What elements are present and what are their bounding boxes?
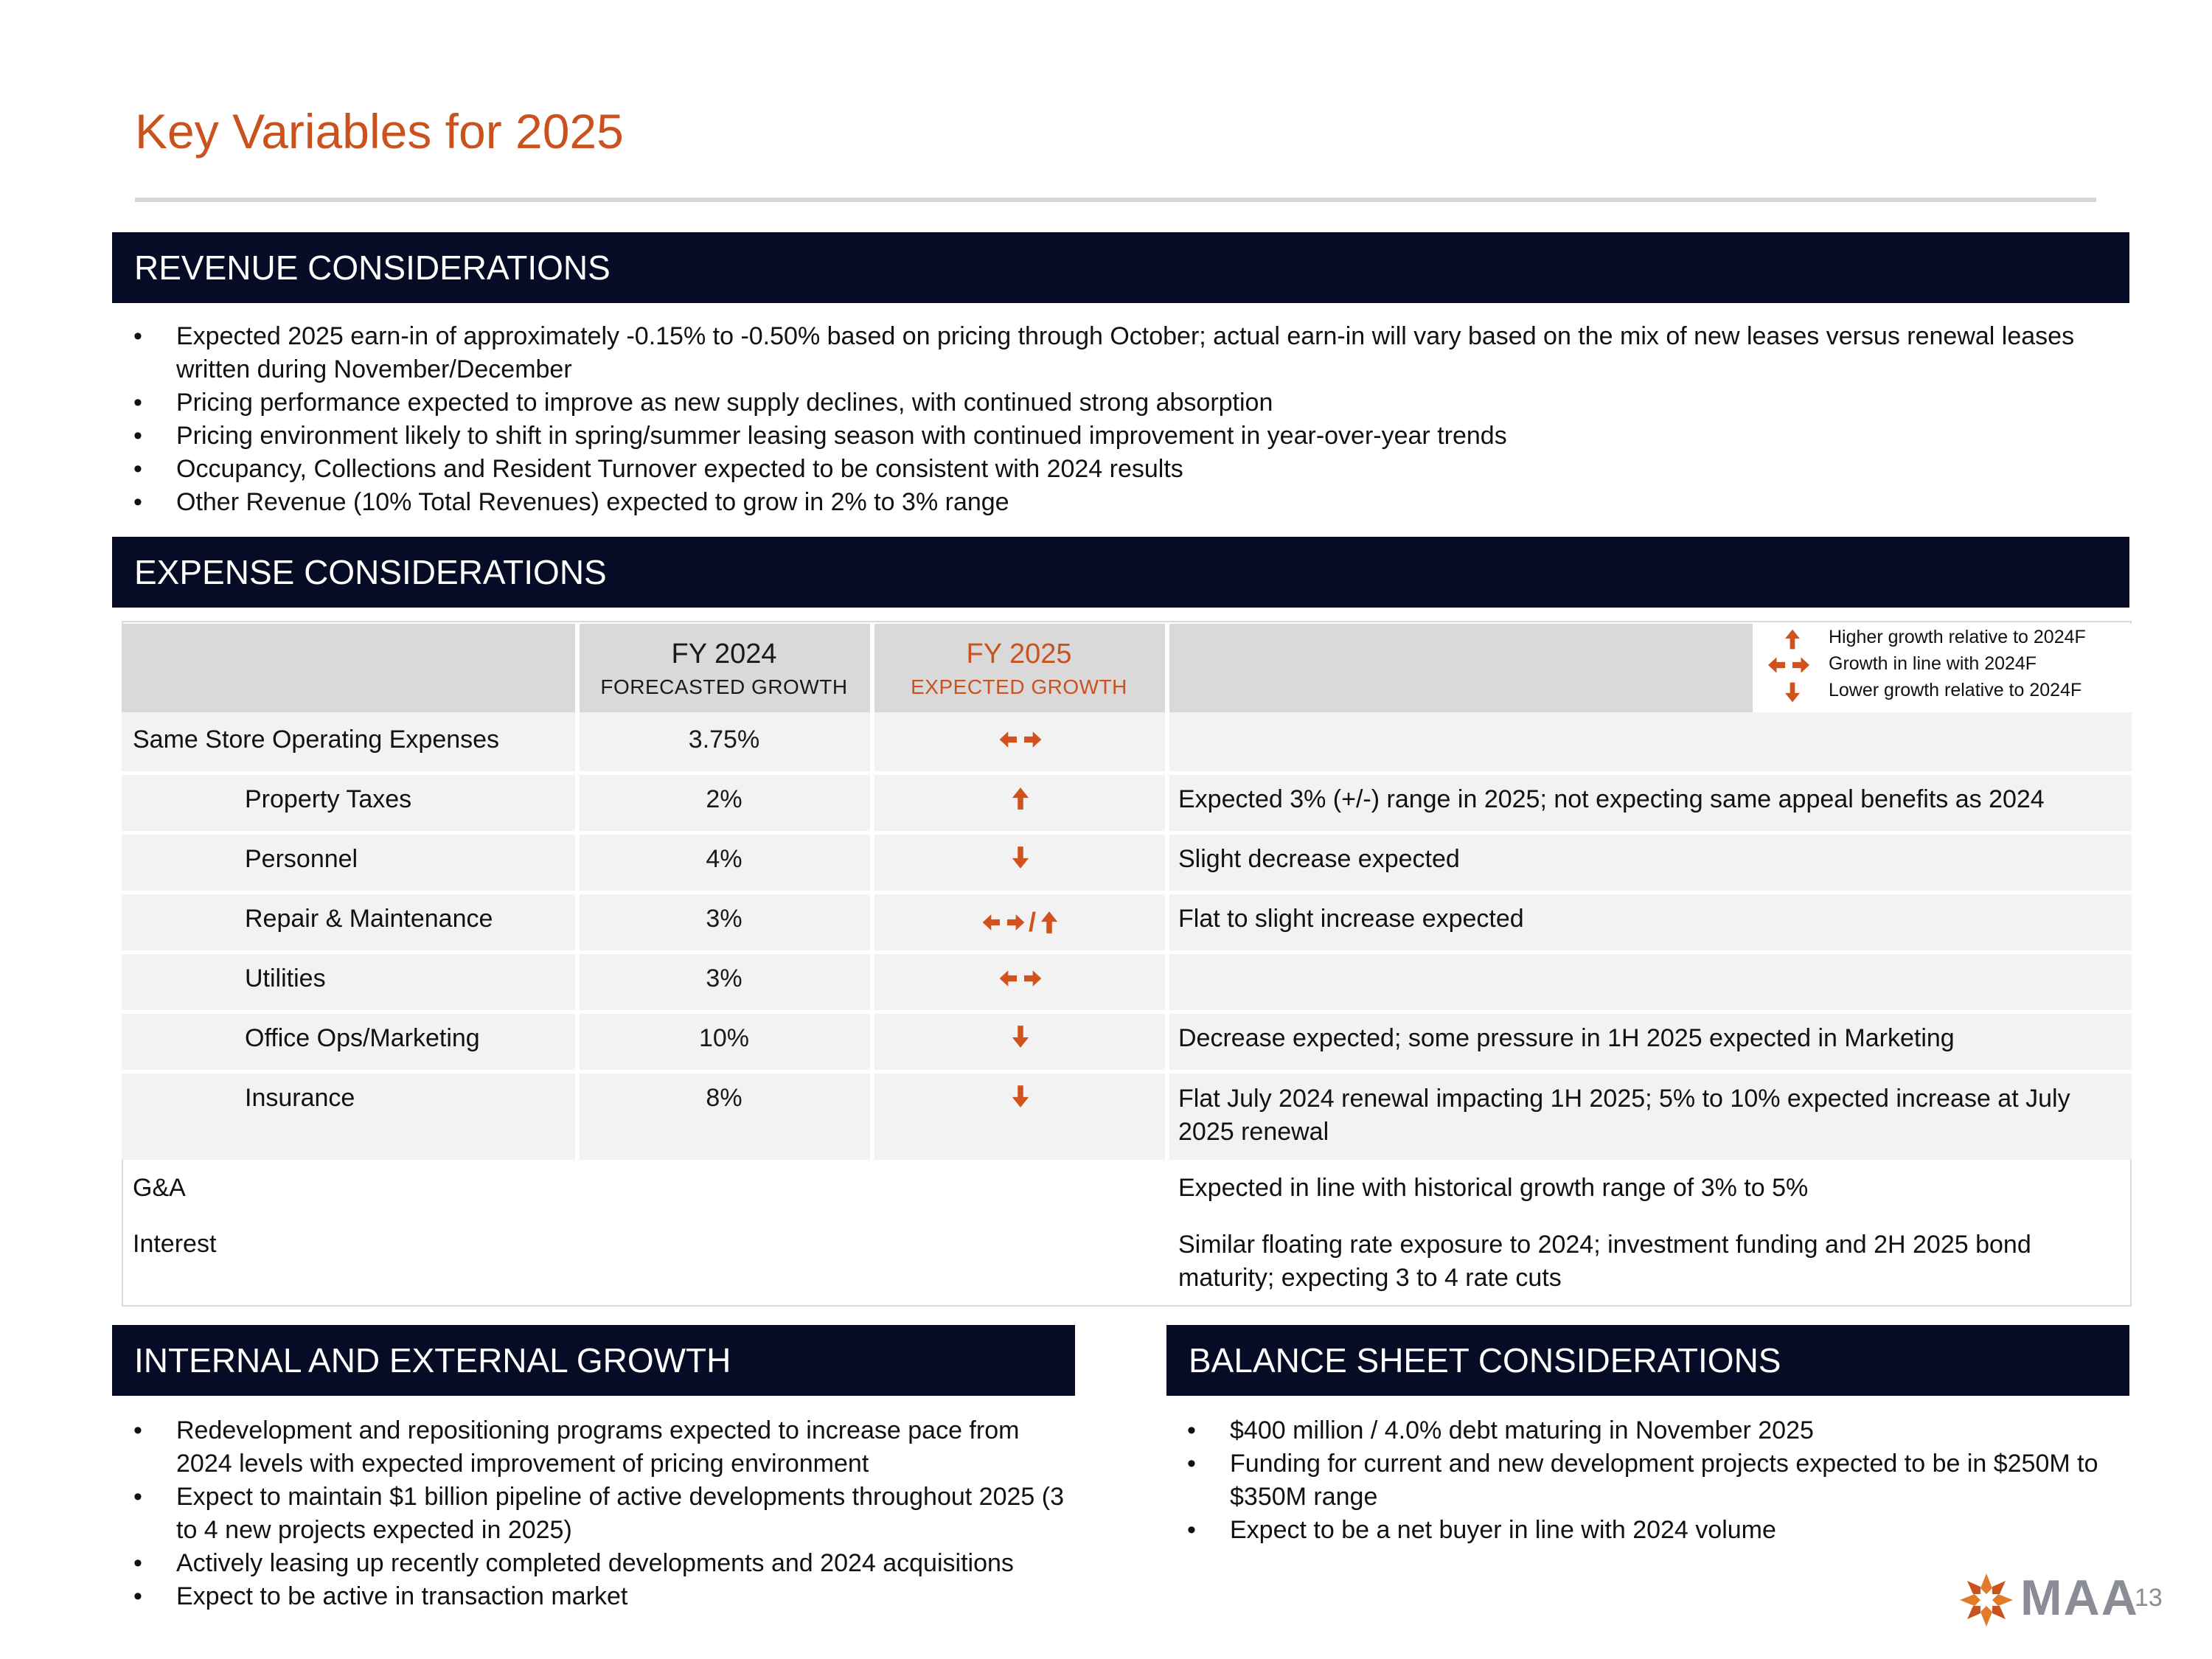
fy2025-subheader: EXPECTED GROWTH xyxy=(911,675,1127,698)
fy2024-header: FY 2024 xyxy=(671,639,777,669)
row-fy2024-insurance: 8% xyxy=(706,1084,742,1112)
revenue-header: REVENUE CONSIDERATIONS xyxy=(112,232,2129,303)
row-fy2024-office-ops: 10% xyxy=(698,1024,750,1052)
page-number: 13 xyxy=(2135,1584,2163,1612)
row-fy2024-same-store: 3.75% xyxy=(688,726,760,754)
up-arrow-icon xyxy=(1010,786,1031,811)
up-arrow-icon xyxy=(1039,910,1060,935)
in-line-or-up-arrow xyxy=(873,907,1168,938)
in-line-arrow-icon xyxy=(998,967,1043,990)
title-divider xyxy=(135,198,2096,202)
legend-inline: Growth in line with 2024F xyxy=(1829,653,2037,674)
row-label-interest: Interest xyxy=(133,1230,217,1258)
row-fy2024-repair-maintenance: 3% xyxy=(706,905,742,933)
down-arrow-icon xyxy=(1010,1084,1031,1109)
legend-higher: Higher growth relative to 2024F xyxy=(1829,627,2086,647)
row-label-personnel: Personnel xyxy=(245,845,358,873)
list-item: • Expected 2025 earn-in of approximately -0.15% to -0.50% based on pricing through October; actual earn-in will vary based on the mix of new leases versus renewal leases written during November/December xyxy=(133,320,2124,386)
row-label-office-ops: Office Ops/Marketing xyxy=(245,1024,480,1052)
left-right-arrow-icon xyxy=(1767,655,1811,675)
row-comment-office-ops: Decrease expected; some pressure in 1H 2025 expected in Marketing xyxy=(1178,1024,1955,1052)
down-arrow-icon xyxy=(1783,681,1802,703)
row-label-property-taxes: Property Taxes xyxy=(245,785,412,813)
slash-separator: / xyxy=(1028,907,1036,937)
list-item: • Expect to be active in transaction market xyxy=(133,1580,1070,1613)
in-line-arrow-icon xyxy=(998,728,1043,751)
row-comment-interest: Similar floating rate exposure to 2024; investment funding and 2H 2025 bond maturity; expecting 3 to 4 rate cuts xyxy=(1178,1231,2031,1292)
revenue-bullet-list xyxy=(133,320,2124,519)
row-comment-insurance: Flat July 2024 renewal impacting 1H 2025; 5% to 10% expected increase at July 2025 renewal xyxy=(1178,1085,2070,1146)
in-line-arrow-icon xyxy=(981,911,1026,933)
row-comment-ga: Expected in line with historical growth range of 3% to 5% xyxy=(1178,1174,1809,1202)
row-label-repair-maintenance: Repair & Maintenance xyxy=(245,905,493,933)
row-comment-repair-maintenance: Flat to slight increase expected xyxy=(1178,905,1524,933)
balance-bullet-list xyxy=(1187,1414,2124,1547)
fy2025-header: FY 2025 xyxy=(966,639,1072,669)
list-item: • Expect to maintain $1 billion pipeline of active developments throughout 2025 (3 to 4 new projects expected in 2025) xyxy=(133,1481,1070,1547)
list-item: • Occupancy, Collections and Resident Turnover expected to be consistent with 2024 results xyxy=(133,453,2124,486)
growth-bullet-list xyxy=(133,1414,1070,1613)
row-comment-personnel: Slight decrease expected xyxy=(1178,845,1460,873)
list-item: • Pricing environment likely to shift in spring/summer leasing season with continued improvement in year-over-year trends xyxy=(133,420,2124,453)
maa-logo-icon xyxy=(1958,1572,2014,1628)
down-arrow-icon xyxy=(1010,1024,1031,1049)
legend-lower: Lower growth relative to 2024F xyxy=(1829,680,2082,700)
row-fy2024-property-taxes: 2% xyxy=(706,785,742,813)
row-label-ga: G&A xyxy=(133,1174,186,1202)
list-item: • Pricing performance expected to improve as new supply declines, with continued strong absorption xyxy=(133,386,2124,420)
row-label-insurance: Insurance xyxy=(245,1084,355,1112)
growth-header: INTERNAL AND EXTERNAL GROWTH xyxy=(112,1325,1075,1396)
list-item: • Redevelopment and repositioning programs expected to increase pace from 2024 levels with expected improvement of pricing environment xyxy=(133,1414,1070,1481)
legend xyxy=(1755,624,2132,712)
list-item: • Expect to be a net buyer in line with 2024 volume xyxy=(1187,1514,2124,1547)
list-item: • Funding for current and new development projects expected to be in $250M to $350M range xyxy=(1187,1447,2124,1514)
row-fy2024-utilities: 3% xyxy=(706,964,742,992)
row-label-utilities: Utilities xyxy=(245,964,326,992)
page-title: Key Variables for 2025 xyxy=(135,104,624,159)
list-item: • Actively leasing up recently completed developments and 2024 acquisitions xyxy=(133,1547,1070,1580)
balance-header: BALANCE SHEET CONSIDERATIONS xyxy=(1166,1325,2129,1396)
expense-header: EXPENSE CONSIDERATIONS xyxy=(112,537,2129,608)
row-comment-property-taxes: Expected 3% (+/-) range in 2025; not expecting same appeal benefits as 2024 xyxy=(1178,785,2045,813)
maa-logo-text: MAA xyxy=(2020,1570,2139,1626)
down-arrow-icon xyxy=(1010,845,1031,870)
up-arrow-icon xyxy=(1783,628,1802,650)
fy2024-subheader: FORECASTED GROWTH xyxy=(600,675,848,698)
list-item: • $400 million / 4.0% debt maturing in November 2025 xyxy=(1187,1414,2124,1447)
row-fy2024-personnel: 4% xyxy=(706,845,742,873)
list-item: • Other Revenue (10% Total Revenues) expected to grow in 2% to 3% range xyxy=(133,486,2124,519)
row-label-same-store: Same Store Operating Expenses xyxy=(133,726,500,754)
